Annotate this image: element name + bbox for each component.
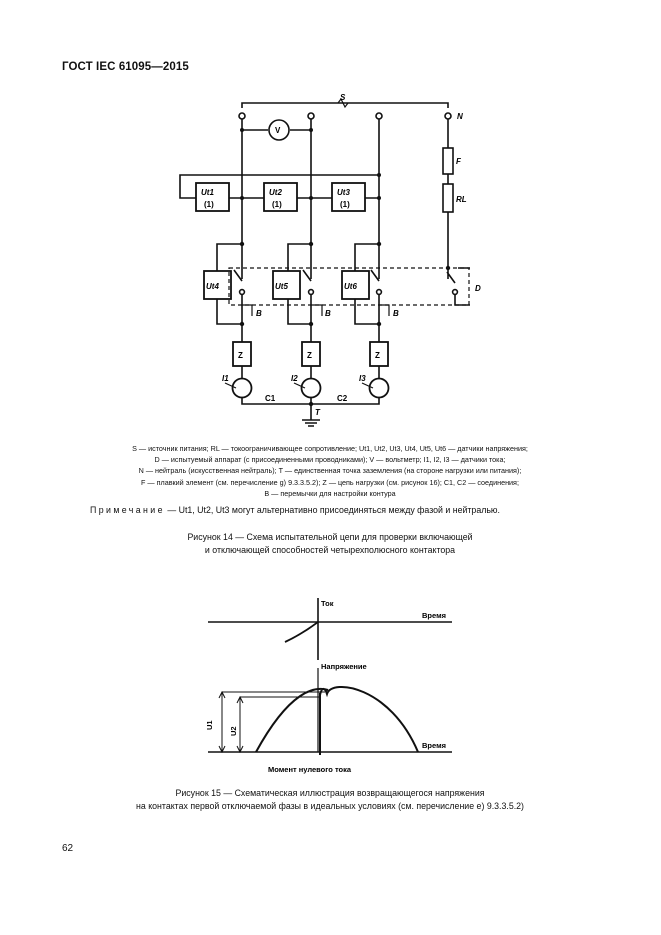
figure-15-caption xyxy=(100,787,560,812)
terminal-l2 xyxy=(308,113,314,119)
sensor-ut5-label: Ut5 xyxy=(275,282,288,291)
label-b1: B xyxy=(256,309,262,318)
label-i2: I2 xyxy=(291,374,298,383)
sensor-ut3-label: Ut3 xyxy=(337,188,350,197)
label-t: T xyxy=(315,408,320,417)
label-z1: Z xyxy=(238,351,243,360)
label-u2: U2 xyxy=(229,726,238,736)
legend-line: B — перемычки для настройки контура xyxy=(264,488,396,498)
label-current: Ток xyxy=(321,599,334,608)
sensor-ut1-sub: (1) xyxy=(204,200,214,209)
sensor-ut4-label: Ut4 xyxy=(206,282,219,291)
figure-14-circuit-diagram xyxy=(0,0,661,440)
label-u1: U1 xyxy=(205,720,214,730)
note-text: — Ut1, Ut2, Ut3 могут альтернативно присоединяться между фазой и нейтралью. xyxy=(164,505,500,515)
sensor-ut3-sub: (1) xyxy=(340,200,350,209)
label-n: N xyxy=(457,112,463,121)
figure-14-note xyxy=(90,505,500,515)
document-header: ГОСТ IEC 61095—2015 xyxy=(62,61,189,73)
label-i1: I1 xyxy=(222,374,229,383)
page-number: 62 xyxy=(62,843,74,854)
label-v: V xyxy=(275,126,281,135)
caption-line: Рисунок 15 — Схематическая иллюстрация возвращающегося напряжения xyxy=(175,788,485,798)
caption-line: Рисунок 14 — Схема испытательной цепи для проверки включающей xyxy=(187,532,473,542)
note-prefix: Примечание xyxy=(90,505,165,515)
sensor-ut2-label: Ut2 xyxy=(269,188,282,197)
legend-line: D — испытуемый аппарат (с присоединенными проводниками); V — вольтметр; I1, I2, I3 — датчики тока; xyxy=(154,455,506,465)
caption-line: на контактах первой отключаемой фазы в идеальных условиях (см. перечисление е) 9.3.3.5.2) xyxy=(136,800,524,811)
label-zero-current: Момент нулевого тока xyxy=(268,765,352,774)
label-time-top: Время xyxy=(422,611,446,620)
label-c2: C2 xyxy=(337,394,348,403)
label-time-bottom: Время xyxy=(422,741,446,750)
legend-line: N — нейтраль (искусственная нейтраль); T — единственная точка заземления (на стороне нагрузки или питания); xyxy=(138,466,522,476)
terminal-l3 xyxy=(376,113,382,119)
terminal-l1 xyxy=(239,113,245,119)
label-b3: B xyxy=(393,309,399,318)
label-c1: C1 xyxy=(265,394,276,403)
figure-14-caption xyxy=(130,531,530,556)
legend-line: F — плавкий элемент (см. перечисление g) 9.3.3.5.2); Z — цепь нагрузки (см. рисунок 16); C1, C2 — соединения; xyxy=(141,477,519,487)
label-b2: B xyxy=(325,309,331,318)
label-rl: RL xyxy=(456,195,467,204)
figure-14-legend xyxy=(30,443,630,499)
label-d: D xyxy=(475,284,481,293)
legend-line: S — источник питания; RL — токоограничивающее сопротивление; Ut1, Ut2, Ut3, Ut4, Ut5, Ut6 — датчики напряжения; xyxy=(132,444,528,453)
terminal-n xyxy=(445,113,451,119)
current-limiting-resistor xyxy=(443,184,453,212)
sensor-ut1-label: Ut1 xyxy=(201,188,214,197)
current-waveform xyxy=(285,622,318,642)
label-voltage: Напряжение xyxy=(321,662,367,671)
label-z3: Z xyxy=(375,351,380,360)
fuse-element xyxy=(443,148,453,174)
sensor-ut2-sub: (1) xyxy=(272,200,282,209)
label-z2: Z xyxy=(307,351,312,360)
label-f: F xyxy=(456,157,461,166)
label-i3: I3 xyxy=(359,374,366,383)
sensor-ut6-label: Ut6 xyxy=(344,282,357,291)
caption-line: и отключающей способностей четырехполюсного контактора xyxy=(204,544,456,555)
figure-15-graph xyxy=(0,590,661,780)
label-s: S xyxy=(340,93,346,102)
